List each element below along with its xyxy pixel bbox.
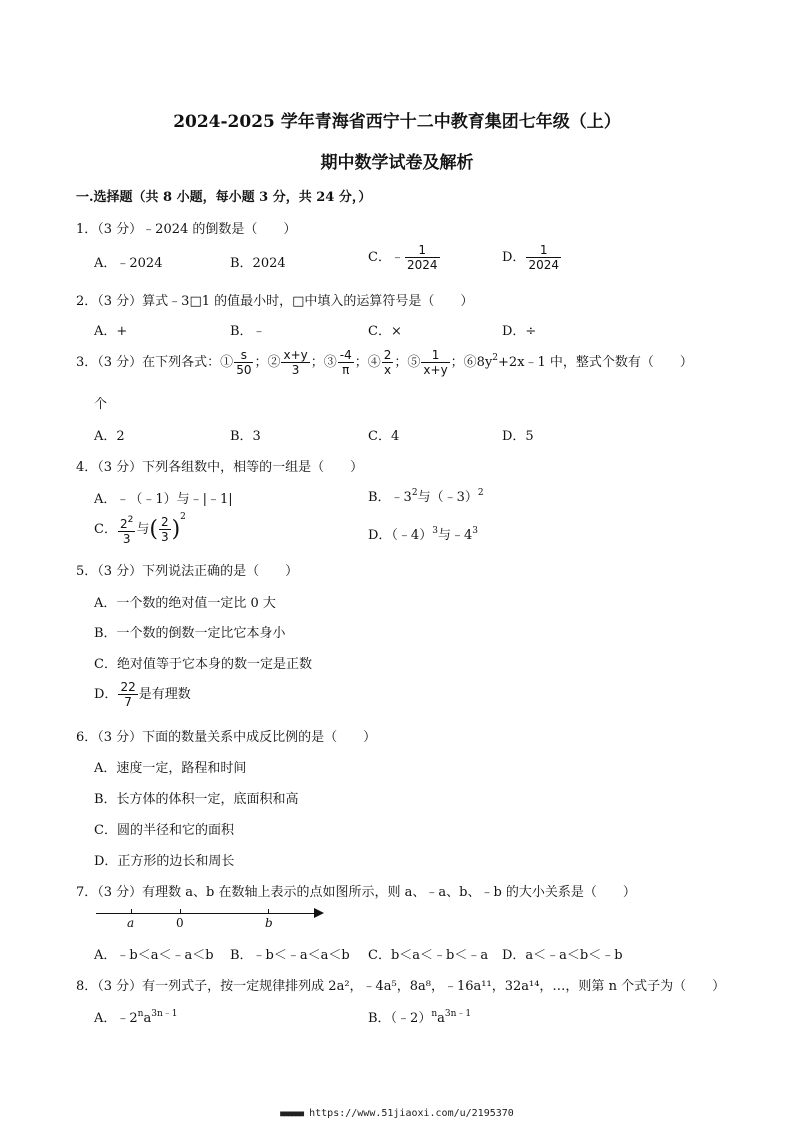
question-1-stem: 1．（3 分）﹣2024 的倒数是（ ） bbox=[76, 222, 297, 237]
q2-option-a: A．+ bbox=[94, 324, 128, 339]
tick-0 bbox=[180, 909, 181, 914]
footer-decoration: ■■■■■■ bbox=[280, 1109, 304, 1118]
label-0: 0 bbox=[176, 916, 184, 930]
q2-option-d: D．÷ bbox=[502, 324, 537, 339]
title-line-1: 2024-2025 学年青海省西宁十二中教育集团七年级（上） bbox=[173, 112, 621, 132]
question-4-stem: 4．（3 分）下列各组数中，相等的一组是（ ） bbox=[76, 460, 364, 475]
label-b: b bbox=[265, 916, 273, 930]
q6-option-c: C．圆的半径和它的面积 bbox=[94, 823, 234, 838]
q1-option-d: D． $\frac{1}{2024}$ bbox=[502, 243, 559, 272]
q3-option-c: C．4 bbox=[368, 429, 400, 444]
q3-option-a: A．2 bbox=[94, 429, 125, 444]
label-a: a bbox=[127, 916, 135, 930]
q8-option-a: A．$﹣2^na^{3n﹣1}$ bbox=[94, 1009, 178, 1026]
section-heading: 一.选择题（共 8 小题，每小题 3 分，共 24 分，） bbox=[76, 190, 372, 205]
q5-option-c: C．绝对值等于它本身的数一定是正数 bbox=[94, 657, 312, 672]
q7-option-d: D．a＜﹣a＜b＜﹣b bbox=[502, 948, 623, 963]
footer-link[interactable]: https://www.51jiaoxi.com/u/2195370 bbox=[309, 1108, 514, 1119]
q5-option-d: D． $\frac{22}{7}$ 是有理数 bbox=[94, 680, 191, 709]
q1-option-b: B．2024 bbox=[230, 256, 286, 271]
q4-option-c: C． $\frac{2^2}{3}$ 与( $\frac{2}{3}$ )$^2$ bbox=[94, 512, 186, 546]
question-6-stem: 6．（3 分）下面的数量关系中成反比例的是（ ） bbox=[76, 730, 377, 745]
question-7-stem: 7．（3 分）有理数 a、b 在数轴上表示的点如图所示，则 a、﹣a、b、﹣b 的大小关系是（ ） bbox=[76, 885, 636, 900]
q6-option-b: B．长方体的体积一定，底面积和高 bbox=[94, 792, 299, 807]
question-2-stem: 2．（3 分）算式﹣3□1 的值最小时，□中填入的运算符号是（ ） bbox=[76, 294, 474, 309]
q5-option-a: A．一个数的绝对值一定比 0 大 bbox=[94, 596, 276, 611]
question-3-continuation: 个 bbox=[94, 397, 108, 412]
q4-option-b: B．$﹣3^2$与（﹣3）$^2$ bbox=[368, 488, 484, 505]
q5-option-b: B．一个数的倒数一定比它本身小 bbox=[94, 626, 286, 641]
q2-option-c: C．× bbox=[368, 324, 402, 339]
q1-option-a: A．﹣2024 bbox=[94, 256, 163, 271]
q7-option-c: C．b＜a＜﹣b＜﹣a bbox=[368, 948, 489, 963]
q1-option-c: C．﹣ $\frac{1}{2024}$ bbox=[368, 243, 438, 272]
q6-option-d: D．正方形的边长和周长 bbox=[94, 854, 235, 869]
number-line-arrow bbox=[314, 908, 324, 918]
question-8-stem: 8．（3 分）有一列式子，按一定规律排列成 2a²，﹣4a⁵，8a⁸，﹣16a¹¹，32a¹⁴，…，则第 n 个式子为（ ） bbox=[76, 979, 726, 994]
q4-option-a: A．﹣（﹣1）与﹣|﹣1| bbox=[94, 492, 233, 507]
tick-b bbox=[268, 909, 269, 914]
title-line-2: 期中数学试卷及解析 bbox=[320, 153, 474, 173]
tick-a bbox=[131, 909, 132, 914]
footer-url bbox=[0, 1108, 794, 1119]
q6-option-a: A．速度一定，路程和时间 bbox=[94, 761, 247, 776]
number-line-axis bbox=[96, 913, 318, 914]
q7-option-a: A．﹣b＜a＜﹣a＜b bbox=[94, 948, 214, 963]
question-5-stem: 5．（3 分）下列说法正确的是（ ） bbox=[76, 564, 299, 579]
q7-option-b: B．﹣b＜﹣a＜a＜b bbox=[230, 948, 350, 963]
q2-option-b: B．﹣ bbox=[230, 324, 266, 339]
q3-option-b: B．3 bbox=[230, 429, 261, 444]
q4-option-d: D．（﹣4）$^3$与$﹣4^3$ bbox=[368, 526, 478, 543]
question-3-stem: 3．（3 分）在下列各式：① $\frac{s}{50}$ ；② $\frac{x+y}{3}$ ；③ $\frac{-4}{\pi}$ ；④ $\frac{2}{x}$ ；⑤ $\frac{1}{x+y}$ ；$⑥8y^2+2x﹣1$ 中，整式个数有（ ） bbox=[76, 348, 693, 377]
q8-option-b: B．$(﹣2)^na^{3n﹣1}$ bbox=[368, 1009, 472, 1026]
q3-option-d: D．5 bbox=[502, 429, 534, 444]
